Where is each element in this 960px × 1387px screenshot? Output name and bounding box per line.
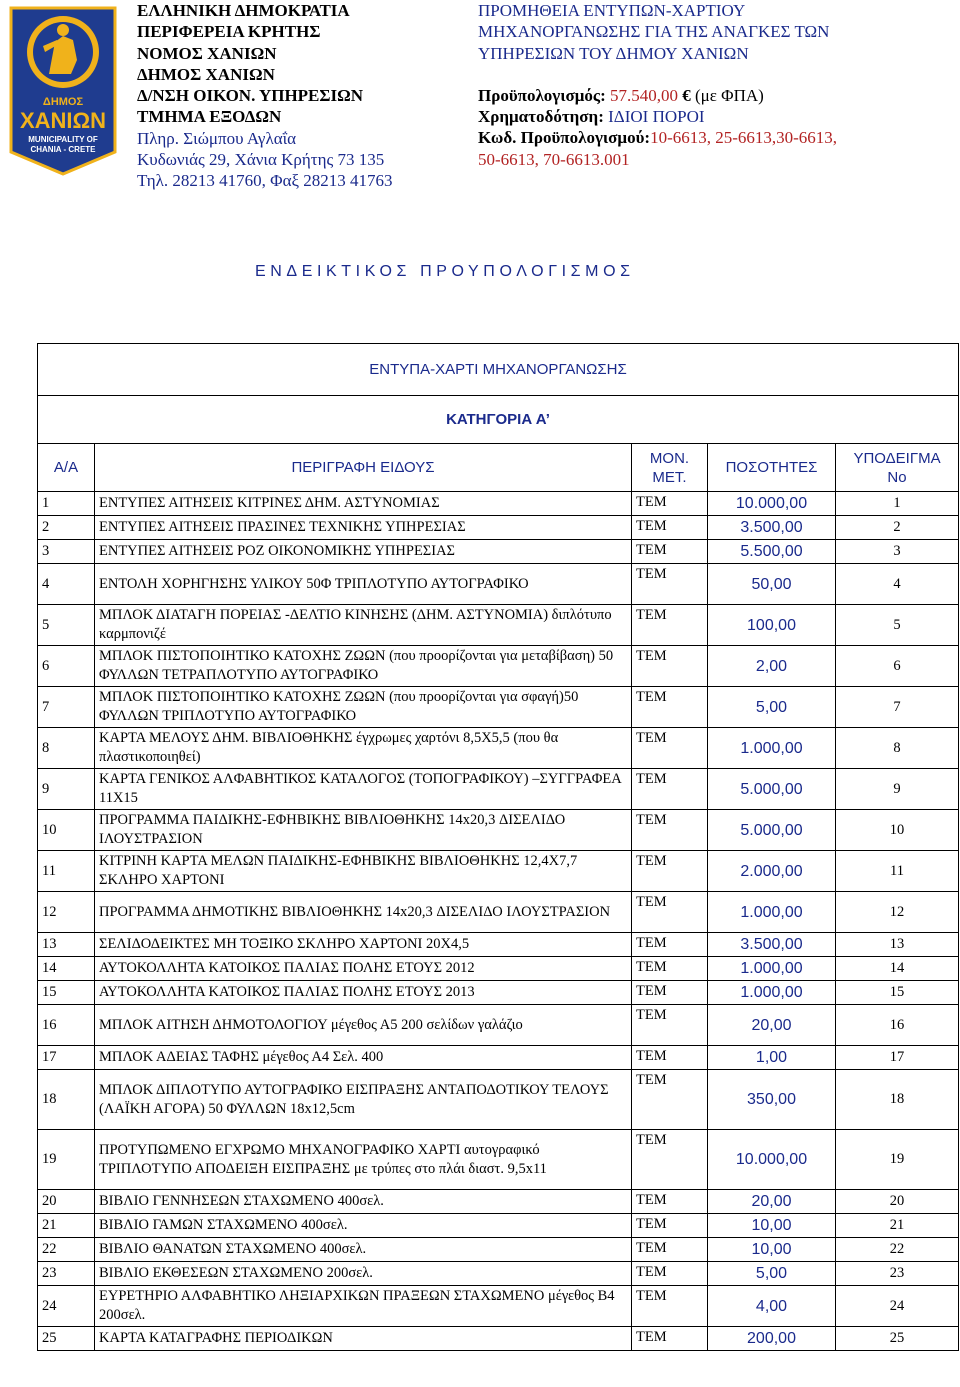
table-header-row (38, 444, 959, 492)
budget-code-line (478, 127, 958, 148)
table-caption: ΕΝΤΥΠΑ-ΧΑΡΤΙ ΜΗΧΑΝΟΡΓΑΝΩΣΗΣ (38, 344, 959, 396)
row-description: ΜΠΛΟΚ ΠΙΣΤΟΠΟΙΗΤΙΚΟ ΚΑΤΟΧΗΣ ΖΩΩΝ (που προορίζονται για σφαγή)50 ΦΥΛΛΩΝ ΤΡΙΠΛΟΤΥΠΟ ΑΥΤΟΓΡΑΦΙΚΟ (95, 687, 632, 728)
row-quantity: 5,00 (708, 687, 836, 728)
row-number: 4 (38, 564, 95, 605)
issuer-address: Κυδωνιάς 29, Χάνια Κρήτης 73 135 (137, 150, 385, 170)
row-quantity: 1.000,00 (708, 981, 836, 1005)
row-quantity: 3.500,00 (708, 933, 836, 957)
document-title: ΕΝΔΕΙΚΤΙΚΟΣ ΠΡΟΥΠΟΛΟΓΙΣΜΟΣ (255, 263, 635, 280)
row-description: ΣΕΛΙΔΟΔΕΙΚΤΕΣ ΜΗ ΤΟΞΙΚΟ ΣΚΛΗΡΟ ΧΑΡΤΟΝΙ 20Χ4,5 (95, 933, 632, 957)
row-sample-no: 14 (836, 957, 959, 981)
row-description: ΠΡΟΓΡΑΜΜΑ ΔΗΜΟΤΙΚΗΣ ΒΙΒΛΙΟΘΗΚΗΣ 14x20,3 ΔΙΣΕΛΙΔΟ ΙΛΟΥΣΤΡΑΣΙΟΝ (95, 892, 632, 933)
row-description: ΠΡΟΓΡΑΜΜΑ ΠΑΙΔΙΚΗΣ-ΕΦΗΒΙΚΗΣ ΒΙΒΛΙΟΘΗΚΗΣ 14x20,3 ΔΙΣΕΛΙΔΟ ΙΛΟΥΣΤΡΑΣΙΟΝ (95, 810, 632, 851)
euro-icon: € (682, 85, 691, 105)
row-unit: ΤΕΜ (632, 1214, 708, 1238)
row-description: ΠΡΟΤΥΠΩΜΕΝΟ ΕΓΧΡΩΜΟ ΜΗΧΑΝΟΓΡΑΦΙΚΟ ΧΑΡΤΙ αυτογραφικό ΤΡΙΠΛΟΤΥΠΟ ΑΠΟΔΕΙΞΗ ΕΙΣΠΡΑΞΗΣ με τρύπες στο πλάι διαστ. 9,5x11 (95, 1130, 632, 1190)
row-number: 2 (38, 516, 95, 540)
row-description: ΑΥΤΟΚΟΛΛΗΤΑ ΚΑΤΟΙΚΟΣ ΠΑΛΙΑΣ ΠΟΛΗΣ ΕΤΟΥΣ 2013 (95, 981, 632, 1005)
row-quantity: 20,00 (708, 1005, 836, 1046)
row-sample-no: 23 (836, 1262, 959, 1286)
table-row (38, 1046, 959, 1070)
table-row (38, 981, 959, 1005)
row-sample-no: 12 (836, 892, 959, 933)
header-sample-line1: ΥΠΟΔΕΙΓΜΑ (853, 449, 941, 467)
table-row (38, 1070, 959, 1130)
row-quantity: 10.000,00 (708, 492, 836, 516)
row-unit: ΤΕΜ (632, 687, 708, 728)
row-unit: ΤΕΜ (632, 1005, 708, 1046)
row-sample-no: 2 (836, 516, 959, 540)
row-number: 9 (38, 769, 95, 810)
budget-code-value-2: 50-6613, 70-6613.001 (478, 149, 630, 169)
row-sample-no: 16 (836, 1005, 959, 1046)
row-description: ΕΝΤΥΠΕΣ ΑΙΤΗΣΕΙΣ ΠΡΑΣΙΝΕΣ ΤΕΧΝΙΚΗΣ ΥΠΗΡΕΣΙΑΣ (95, 516, 632, 540)
header-description: ΠΕΡΙΓΡΑΦΗ ΕΙΔΟΥΣ (95, 444, 632, 492)
row-number: 25 (38, 1327, 95, 1351)
row-description: ΚΑΡΤΑ ΚΑΤΑΓΡΑΦΗΣ ΠΕΡΙΟΔΙΚΩΝ (95, 1327, 632, 1351)
row-description: ΑΥΤΟΚΟΛΛΗΤΑ ΚΑΤΟΙΚΟΣ ΠΑΛΙΑΣ ΠΟΛΗΣ ΕΤΟΥΣ 2012 (95, 957, 632, 981)
row-description: ΚΙΤΡΙΝΗ ΚΑΡΤΑ ΜΕΛΩΝ ΠΑΙΔΙΚΗΣ-ΕΦΗΒΙΚΗΣ ΒΙΒΛΙΟΘΗΚΗΣ 12,4Χ7,7 ΣΚΛΗΡΟ ΧΑΡΤΟΝΙ (95, 851, 632, 892)
row-description: ΜΠΛΟΚ ΠΙΣΤΟΠΟΙΗΤΙΚΟ ΚΑΤΟΧΗΣ ΖΩΩΝ (που προορίζονται για μεταβίβαση) 50 ΦΥΛΛΩΝ ΤΕΤΡΑΠΛΟΤΥΠΟ ΑΥΤΟΓΡΑΦΙΚΟ (95, 646, 632, 687)
table-row (38, 957, 959, 981)
row-unit: ΤΕΜ (632, 981, 708, 1005)
logo-text-4: CHANIA - CRETE (30, 145, 96, 154)
row-sample-no: 24 (836, 1286, 959, 1327)
table-row (38, 1130, 959, 1190)
issuer-line: ΠΕΡΙΦΕΡΕΙΑ ΚΡΗΤΗΣ (137, 22, 321, 42)
row-quantity: 200,00 (708, 1327, 836, 1351)
row-sample-no: 25 (836, 1327, 959, 1351)
table-row (38, 1327, 959, 1351)
row-description: ΒΙΒΛΙΟ ΓΕΝΝΗΣΕΩΝ ΣΤΑΧΩΜΕΝΟ 400σελ. (95, 1190, 632, 1214)
row-quantity: 3.500,00 (708, 516, 836, 540)
table-category: ΚΑΤΗΓΟΡΙΑ Α’ (38, 396, 959, 444)
row-description: ΜΠΛΟΚ ΔΙΠΛΟΤΥΠΟ ΑΥΤΟΓΡΑΦΙΚΟ ΕΙΣΠΡΑΞΗΣ ΑΝΤΑΠΟΔΟΤΙΚΟΥ ΤΕΛΟΥΣ (ΛΑΪΚΗ ΑΓΟΡΑ) 50 ΦΥΛΛΩΝ 18x12,5cm (95, 1070, 632, 1130)
row-number: 5 (38, 605, 95, 646)
row-number: 1 (38, 492, 95, 516)
row-quantity: 5.000,00 (708, 810, 836, 851)
row-description: ΜΠΛΟΚ ΔΙΑΤΑΓΗ ΠΟΡΕΙΑΣ -ΔΕΛΤΙΟ ΚΙΝΗΣΗΣ (ΔΗΜ. ΑΣΤΥΝΟΜΙΑ) διπλότυπο καρμπονιζέ (95, 605, 632, 646)
header-quantity: ΠΟΣΟΤΗΤΕΣ (708, 444, 836, 492)
budget-code-value: 10-6613, 25-6613,30-6613, (650, 128, 838, 148)
row-number: 6 (38, 646, 95, 687)
row-description: ΒΙΒΛΙΟ ΕΚΘΕΣΕΩΝ ΣΤΑΧΩΜΕΝΟ 200σελ. (95, 1262, 632, 1286)
table-row (38, 605, 959, 646)
issuer-line: ΔΗΜΟΣ ΧΑΝΙΩΝ (137, 64, 275, 84)
funding-value: ΙΔΙΟΙ ΠΟΡΟΙ (608, 107, 705, 127)
row-quantity: 10.000,00 (708, 1130, 836, 1190)
row-sample-no: 20 (836, 1190, 959, 1214)
table-row (38, 728, 959, 769)
row-unit: ΤΕΜ (632, 1238, 708, 1262)
row-sample-no: 19 (836, 1130, 959, 1190)
row-quantity: 5.500,00 (708, 540, 836, 564)
table-row (38, 933, 959, 957)
issuer-line: ΝΟΜΟΣ ΧΑΝΙΩΝ (137, 43, 277, 63)
row-quantity: 2.000,00 (708, 851, 836, 892)
row-number: 11 (38, 851, 95, 892)
row-description: ΜΠΛΟΚ ΑΙΤΗΣΗ ΔΗΜΟΤΟΛΟΓΙΟΥ μέγεθος Α5 200 σελίδων γαλάζιο (95, 1005, 632, 1046)
row-number: 22 (38, 1238, 95, 1262)
row-number: 8 (38, 728, 95, 769)
row-description: ΕΝΤΥΠΕΣ ΑΙΤΗΣΕΙΣ ΡΟΖ ΟΙΚΟΝΟΜΙΚΗΣ ΥΠΗΡΕΣΙΑΣ (95, 540, 632, 564)
issuer-phone: Τηλ. 28213 41760, Φαξ 28213 41763 (137, 171, 393, 191)
logo-text-3: MUNICIPALITY OF (28, 135, 98, 144)
row-number: 21 (38, 1214, 95, 1238)
row-unit: ΤΕΜ (632, 1070, 708, 1130)
row-sample-no: 6 (836, 646, 959, 687)
row-quantity: 100,00 (708, 605, 836, 646)
logo-text-2: ΧΑΝΙΩΝ (19, 108, 107, 133)
row-quantity: 50,00 (708, 564, 836, 605)
table-row (38, 810, 959, 851)
row-sample-no: 15 (836, 981, 959, 1005)
row-quantity: 5,00 (708, 1262, 836, 1286)
row-description: ΕΥΡΕΤΗΡΙΟ ΑΛΦΑΒΗΤΙΚΟ ΛΗΞΙΑΡΧΙΚΩΝ ΠΡΑΞΕΩΝ ΣΤΑΧΩΜΕΝΟ μέγεθος Β4 200σελ. (95, 1286, 632, 1327)
table-row (38, 646, 959, 687)
row-description: ΚΑΡΤΑ ΜΕΛΟΥΣ ΔΗΜ. ΒΙΒΛΙΟΘΗΚΗΣ έγχρωμες χαρτόνι 8,5Χ5,5 (που θα πλαστικοποιηθεί) (95, 728, 632, 769)
row-number: 7 (38, 687, 95, 728)
row-quantity: 20,00 (708, 1190, 836, 1214)
row-quantity: 350,00 (708, 1070, 836, 1130)
row-quantity: 1.000,00 (708, 892, 836, 933)
row-unit: ΤΕΜ (632, 492, 708, 516)
row-description: ΚΑΡΤΑ ΓΕΝΙΚΟΣ ΑΛΦΑΒΗΤΙΚΟΣ ΚΑΤΑΛΟΓΟΣ (ΤΟΠΟΓΡΑΦΙΚΟΥ) –ΣΥΓΓΡΑΦΕΑ 11Χ15 (95, 769, 632, 810)
row-quantity: 1.000,00 (708, 957, 836, 981)
row-unit: ΤΕΜ (632, 1190, 708, 1214)
row-unit: ΤΕΜ (632, 892, 708, 933)
table-row (38, 1005, 959, 1046)
row-unit: ΤΕΜ (632, 516, 708, 540)
row-unit: ΤΕΜ (632, 851, 708, 892)
row-number: 24 (38, 1286, 95, 1327)
row-sample-no: 1 (836, 492, 959, 516)
row-unit: ΤΕΜ (632, 540, 708, 564)
issuer-line: Πληρ. Σιώμπου Αγλαΐα (137, 128, 297, 148)
row-sample-no: 4 (836, 564, 959, 605)
row-unit: ΤΕΜ (632, 957, 708, 981)
table-row (38, 851, 959, 892)
project-title-line: ΥΠΗΡΕΣΙΩΝ ΤΟΥ ΔΗΜΟΥ ΧΑΝΙΩΝ (478, 43, 749, 63)
row-quantity: 2,00 (708, 646, 836, 687)
issuer-line: ΤΜΗΜΑ ΕΞΟΔΩΝ (137, 107, 282, 127)
budget-line (478, 85, 958, 106)
row-sample-no: 3 (836, 540, 959, 564)
row-sample-no: 7 (836, 687, 959, 728)
row-number: 23 (38, 1262, 95, 1286)
header-no: Α/Α (38, 444, 95, 492)
row-unit: ΤΕΜ (632, 810, 708, 851)
row-quantity: 1,00 (708, 1046, 836, 1070)
row-quantity: 10,00 (708, 1238, 836, 1262)
row-unit: ΤΕΜ (632, 1262, 708, 1286)
row-sample-no: 17 (836, 1046, 959, 1070)
row-description: ΕΝΤΟΛΗ ΧΟΡΗΓΗΣΗΣ ΥΛΙΚΟΥ 50Φ ΤΡΙΠΛΟΤΥΠΟ ΑΥΤΟΓΡΑΦΙΚΟ (95, 564, 632, 605)
table-row (38, 564, 959, 605)
row-unit: ΤΕΜ (632, 564, 708, 605)
row-description: ΜΠΛΟΚ ΑΔΕΙΑΣ ΤΑΦΗΣ μέγεθος Α4 Σελ. 400 (95, 1046, 632, 1070)
row-unit: ΤΕΜ (632, 933, 708, 957)
row-sample-no: 10 (836, 810, 959, 851)
row-sample-no: 13 (836, 933, 959, 957)
row-sample-no: 22 (836, 1238, 959, 1262)
issuer-line: ΕΛΛΗΝΙΚΗ ΔΗΜΟΚΡΑΤΙΑ (137, 1, 350, 20)
table-row (38, 1214, 959, 1238)
row-number: 13 (38, 933, 95, 957)
budget-suffix: (με ΦΠΑ) (690, 85, 764, 105)
row-description: ΕΝΤΥΠΕΣ ΑΙΤΗΣΕΙΣ ΚΙΤΡΙΝΕΣ ΔΗΜ. ΑΣΤΥΝΟΜΙΑΣ (95, 492, 632, 516)
table-row (38, 516, 959, 540)
row-unit: ΤΕΜ (632, 1130, 708, 1190)
funding-line (478, 106, 958, 127)
table-row (38, 892, 959, 933)
table-row (38, 492, 959, 516)
header-unit: ΜΟΝ. ΜΕΤ. (632, 444, 708, 492)
row-unit: ΤΕΜ (632, 646, 708, 687)
row-unit: ΤΕΜ (632, 1286, 708, 1327)
row-unit: ΤΕΜ (632, 769, 708, 810)
row-unit: ΤΕΜ (632, 605, 708, 646)
project-block (478, 0, 958, 170)
items-table (37, 343, 959, 1351)
header-sample (836, 444, 959, 492)
budget-value: 57.540,00 (610, 85, 678, 105)
table-row (38, 687, 959, 728)
table-body (38, 492, 959, 1351)
table-row (38, 1262, 959, 1286)
row-description: ΒΙΒΛΙΟ ΓΑΜΩΝ ΣΤΑΧΩΜΕΝΟ 400σελ. (95, 1214, 632, 1238)
row-quantity: 4,00 (708, 1286, 836, 1327)
row-unit: ΤΕΜ (632, 1327, 708, 1351)
row-quantity: 10,00 (708, 1214, 836, 1238)
project-title-line: ΜΗΧΑΝΟΡΓΑΝΩΣΗΣ ΓΙΑ ΤΗΣ ΑΝΑΓΚΕΣ ΤΩΝ (478, 22, 830, 42)
issuer-block (137, 0, 437, 192)
row-number: 14 (38, 957, 95, 981)
table-row (38, 1190, 959, 1214)
row-number: 16 (38, 1005, 95, 1046)
row-sample-no: 18 (836, 1070, 959, 1130)
row-quantity: 1.000,00 (708, 728, 836, 769)
row-number: 18 (38, 1070, 95, 1130)
issuer-line: Δ/ΝΣΗ ΟΙΚΟΝ. ΥΠΗΡΕΣΙΩΝ (137, 86, 364, 106)
row-number: 17 (38, 1046, 95, 1070)
row-number: 10 (38, 810, 95, 851)
row-number: 15 (38, 981, 95, 1005)
table-category-row (38, 396, 959, 444)
budget-label: Προϋπολογισμός: (478, 85, 606, 105)
row-unit: ΤΕΜ (632, 728, 708, 769)
row-sample-no: 11 (836, 851, 959, 892)
table-row (38, 540, 959, 564)
table-caption-row (38, 344, 959, 396)
funding-label: Χρηματοδότηση: (478, 107, 604, 127)
project-title-line: ΠΡΟΜΗΘΕΙΑ ΕΝΤΥΠΩΝ-ΧΑΡΤΙΟΥ (478, 1, 746, 20)
row-sample-no: 8 (836, 728, 959, 769)
table-row (38, 1286, 959, 1327)
table-row (38, 1238, 959, 1262)
row-sample-no: 5 (836, 605, 959, 646)
row-number: 20 (38, 1190, 95, 1214)
row-number: 3 (38, 540, 95, 564)
table-row (38, 769, 959, 810)
row-quantity: 5.000,00 (708, 769, 836, 810)
row-number: 12 (38, 892, 95, 933)
row-sample-no: 9 (836, 769, 959, 810)
logo-text-1: ΔΗΜΟΣ (42, 96, 84, 108)
row-unit: ΤΕΜ (632, 1046, 708, 1070)
budget-code-label: Κωδ. Προϋπολογισμού: (478, 128, 651, 148)
row-description: ΒΙΒΛΙΟ ΘΑΝΑΤΩΝ ΣΤΑΧΩΜΕΝΟ 400σελ. (95, 1238, 632, 1262)
header-sample-line2: Νο (887, 468, 907, 486)
municipality-logo (3, 2, 123, 178)
row-sample-no: 21 (836, 1214, 959, 1238)
row-number: 19 (38, 1130, 95, 1190)
